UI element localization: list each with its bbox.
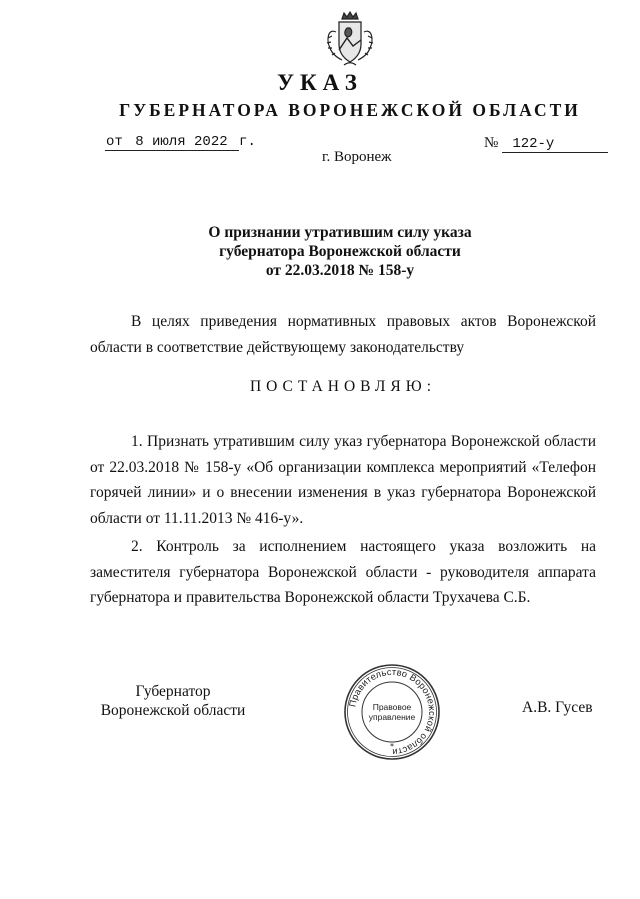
date-value: 8 июля 2022 [135,134,228,150]
issuer-subtitle: ГУБЕРНАТОРА ВОРОНЕЖСКОЙ ОБЛАСТИ [119,100,581,120]
signatory-position [88,682,258,720]
item-2-paragraph: 2. Контроль за исполнением настоящего указа возложить на заместителя губернатора Воронежской области - руководителя аппарата губернатора и правительства Воронежской области Трухачева С.Б. [90,538,596,606]
preamble-paragraph: В целях приведения нормативных правовых актов Воронежской области в соответствие действующему законодательству [90,313,596,356]
heading-line-3: от 22.03.2018 № 158-у [265,262,415,279]
stamp-center-line-1: Правовое [372,702,412,712]
date-prefix: от [106,134,123,150]
document-type-title: УКАЗ [277,70,363,95]
heading-line-1: О признании утратившим силу указа [208,224,472,241]
position-line-1: Губернатор [135,683,211,700]
date-suffix: г. [239,134,256,150]
document-heading [120,223,560,280]
coat-of-arms-icon [322,10,378,68]
stamp-center-line-2: управление [368,712,416,722]
stamp-ring-text: Правительство Воронежской области [347,666,438,758]
stamp-star: * [390,742,394,751]
item-1-paragraph: 1. Признать утратившим силу указ губернатора Воронежской области от 22.03.2018 № 158-у «Об организации комплекса мероприятий «Телефон горячей линии» и о внесении изменения в указ губернатора Воронежской области от 11.11.2013 № 416-у». [90,433,596,527]
city: г. Воронеж [322,149,392,165]
document-number: 122-у [502,136,608,153]
signatory-name: А.В. Гусев [522,699,593,716]
heading-line-2: губернатора Воронежской области [219,243,461,260]
decree-word: ПОСТАНОВЛЯЮ: [249,378,437,395]
position-line-2: Воронежской области [100,702,246,719]
official-stamp [342,662,442,762]
number-sign: № [484,135,499,151]
number-line [484,134,608,153]
date-line [105,134,256,150]
